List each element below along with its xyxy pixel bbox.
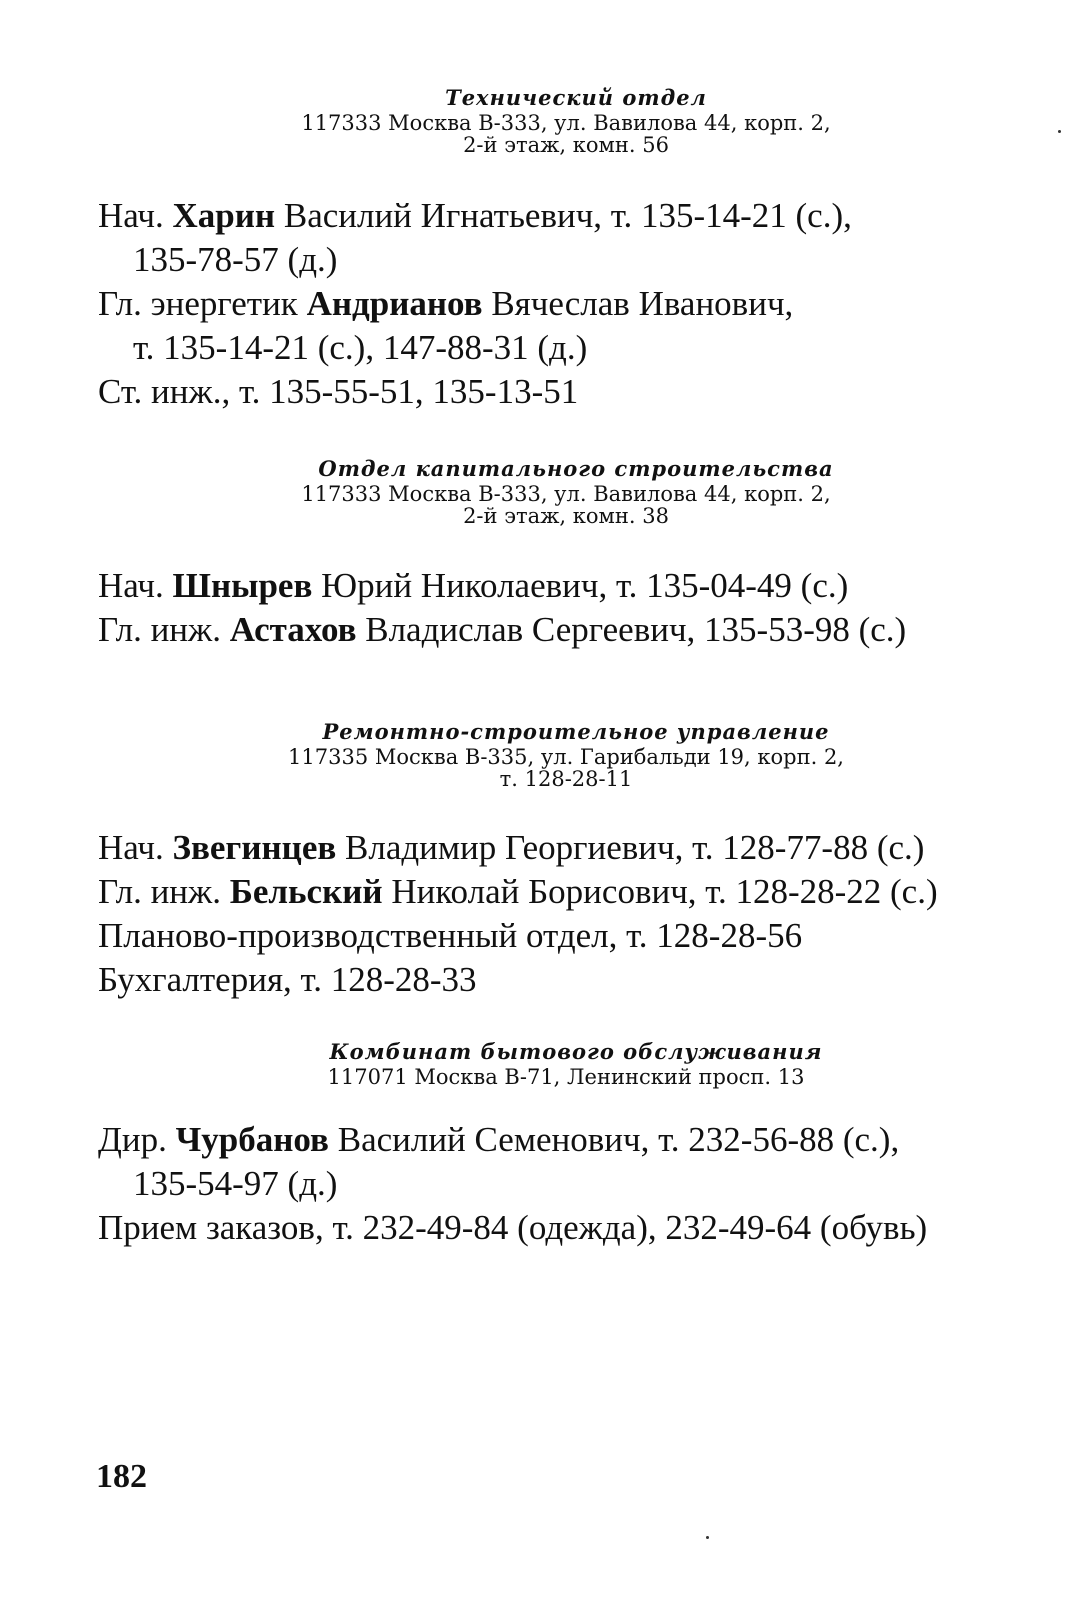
address-line: 2-й этаж, комн. 56 [463,133,669,157]
entry-details: Василий Игнатьевич, т. 135-14-21 (с.), [283,196,852,235]
entry-surname: Чурбанов [175,1120,329,1159]
entry-details: Николай Борисович, т. 128-28-22 (с.) [391,872,938,911]
entry-details: Владислав Сергеевич, 135-53-98 (с.) [365,610,907,649]
entry-planning-department [98,914,1068,958]
section-address [0,1066,1092,1088]
entry-accounting [98,958,1068,1002]
section-consumer-services [0,1038,1092,1088]
entry-orders [98,1206,1068,1250]
entry-prefix: Нач. [98,196,164,235]
page-number: 182 [96,1458,147,1495]
section-title: Комбинат бытового обслуживания [329,1039,823,1064]
entry-prefix: Гл. инж. [98,872,221,911]
section-entries [98,564,1068,652]
section-address [0,746,1092,790]
entry-surname: Бельский [229,872,383,911]
section-title: Ремонтно-строительное управление [322,719,830,744]
address-line: 2-й этаж, комн. 38 [463,504,669,528]
entry-details: Владимир Георгиевич, т. 128-77-88 (с.) [345,828,925,867]
entry-surname: Харин [172,196,276,235]
address-line: 117335 Москва В-335, ул. Гарибальди 19, корп. 2, [288,745,844,769]
entry-prefix: Дир. [98,1120,167,1159]
address-line: 117333 Москва В-333, ул. Вавилова 44, корп. 2, [301,111,831,135]
section-address [0,483,1092,527]
section-entries [98,194,1068,414]
entry-prefix: Нач. [98,566,164,605]
scan-speck [1058,130,1061,133]
entry-head [98,194,1068,282]
entry-surname: Звегинцев [172,828,337,867]
address-line: 117333 Москва В-333, ул. Вавилова 44, корп. 2, [301,482,831,506]
entry-senior-engineer [98,370,1068,414]
section-entries [98,1118,1068,1250]
section-capital-construction [0,455,1092,527]
entry-chief-engineer [98,608,1068,652]
scan-speck [706,1536,709,1539]
entry-details: Вячеслав Иванович, [491,284,794,323]
entry-continuation: 135-78-57 (д.) [133,240,338,279]
section-title: Отдел капитального строительства [318,456,834,481]
entry-text: Прием заказов, т. 232-49-84 (одежда), 232-49-64 (обувь) [98,1208,928,1247]
section-address [0,112,1092,156]
entry-text: Бухгалтерия, т. 128-28-33 [98,960,477,999]
entry-continuation: 135-54-97 (д.) [133,1164,338,1203]
address-line: 117071 Москва В-71, Ленинский просп. 13 [327,1065,805,1089]
entry-surname: Шнырев [172,566,313,605]
entry-continuation: т. 135-14-21 (с.), 147-88-31 (д.) [133,328,588,367]
entry-surname: Андрианов [306,284,483,323]
entry-chief-energy [98,282,1068,370]
entry-surname: Астахов [229,610,357,649]
section-technical-department [0,84,1092,156]
entry-text: Планово-производственный отдел, т. 128-28-56 [98,916,803,955]
entry-chief-engineer [98,870,1068,914]
entry-details: Юрий Николаевич, т. 135-04-49 (с.) [321,566,849,605]
address-line: т. 128-28-11 [499,767,633,791]
section-title: Технический отдел [445,85,707,110]
entry-prefix: Гл. инж. [98,610,221,649]
entry-text: Ст. инж., т. 135-55-51, 135-13-51 [98,372,579,411]
entry-head [98,564,1068,608]
entry-head [98,826,1068,870]
section-repair-construction [0,718,1092,790]
entry-prefix: Нач. [98,828,164,867]
entry-head [98,1118,1068,1206]
entry-prefix: Гл. энергетик [98,284,298,323]
entry-details: Василий Семенович, т. 232-56-88 (с.), [337,1120,900,1159]
section-entries [98,826,1068,1002]
